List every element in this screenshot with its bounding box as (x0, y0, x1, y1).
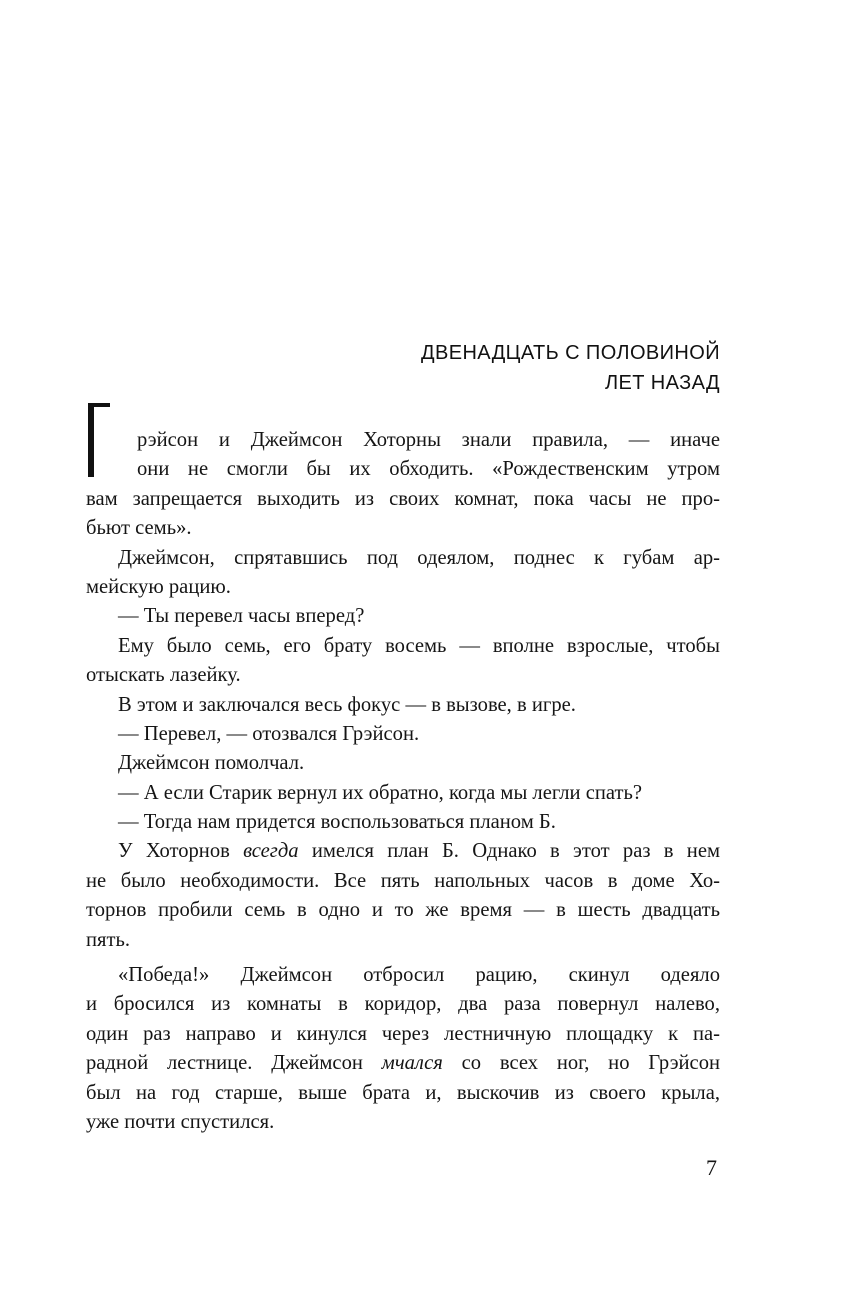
text-line: Джеймсон помолчал. (118, 752, 305, 775)
text-line: был на год старше, выше брата и, выскочив из своего крыла, (86, 1081, 720, 1104)
text-line: Джеймсон, спрятавшись под одеялом, поднес к губам ар- (118, 546, 720, 569)
italic-word: всегда (243, 840, 299, 863)
body-text (86, 426, 721, 1137)
text-line: В этом и заключался весь фокус — в вызове, в игре. (118, 693, 576, 716)
text-line (86, 1049, 720, 1078)
text-fragment: со всех ног, но Грэйсон (442, 1052, 721, 1075)
text-line: торнов пробили семь в одно и то же время — в шесть двадцать (86, 899, 720, 922)
text-line: рэйсон и Джеймсон Хоторны знали правила, — иначе (137, 429, 720, 451)
text-line: «Победа!» Джеймсон отбросил рацию, скинул одеяло (118, 964, 720, 987)
text-line: — Ты перевел часы вперед? (118, 605, 365, 628)
chapter-title-line-2: ЛЕТ НАЗАД (604, 372, 720, 394)
text-line (118, 837, 720, 866)
chapter-title (421, 338, 720, 398)
text-line: они не смогли бы их обходить. «Рождественским утром (137, 458, 720, 481)
drop-cap (88, 403, 110, 477)
chapter-title-line-1: ДВЕНАДЦАТЬ С ПОЛОВИНОЙ (421, 342, 720, 364)
text-line: Ему было семь, его брату восемь — вполне взрослые, чтобы (118, 634, 720, 657)
text-line: бьют семь». (86, 517, 192, 540)
text-line: мейскую рацию. (86, 575, 231, 598)
page-number: 7 (706, 1155, 717, 1180)
text-line: — Тогда нам придется воспользоваться планом Б. (118, 811, 556, 834)
text-fragment: имелся план Б. Однако в этот раз в нем (298, 840, 720, 863)
text-line: не было необходимости. Все пять напольных часов в доме Хо- (86, 869, 720, 892)
text-line: пять. (86, 928, 131, 951)
text-line: отыскать лазейку. (86, 664, 241, 687)
text-line: и бросился из комнаты в коридор, два раза повернул налево, (86, 993, 720, 1016)
text-line: — Перевел, — отозвался Грэйсон. (118, 722, 420, 745)
text-line: уже почти спустился. (86, 1110, 275, 1133)
text-line: вам запрещается выходить из своих комнат, пока часы не про- (86, 487, 720, 510)
text-fragment: У Хоторнов (118, 840, 244, 863)
text-line: один раз направо и кинулся через лестничную площадку к па- (86, 1022, 720, 1045)
text-line: — А если Старик вернул их обратно, когда мы легли спать? (118, 781, 642, 804)
text-fragment: радной лестнице. Джеймсон (86, 1052, 382, 1075)
italic-word: мчался (381, 1052, 443, 1075)
